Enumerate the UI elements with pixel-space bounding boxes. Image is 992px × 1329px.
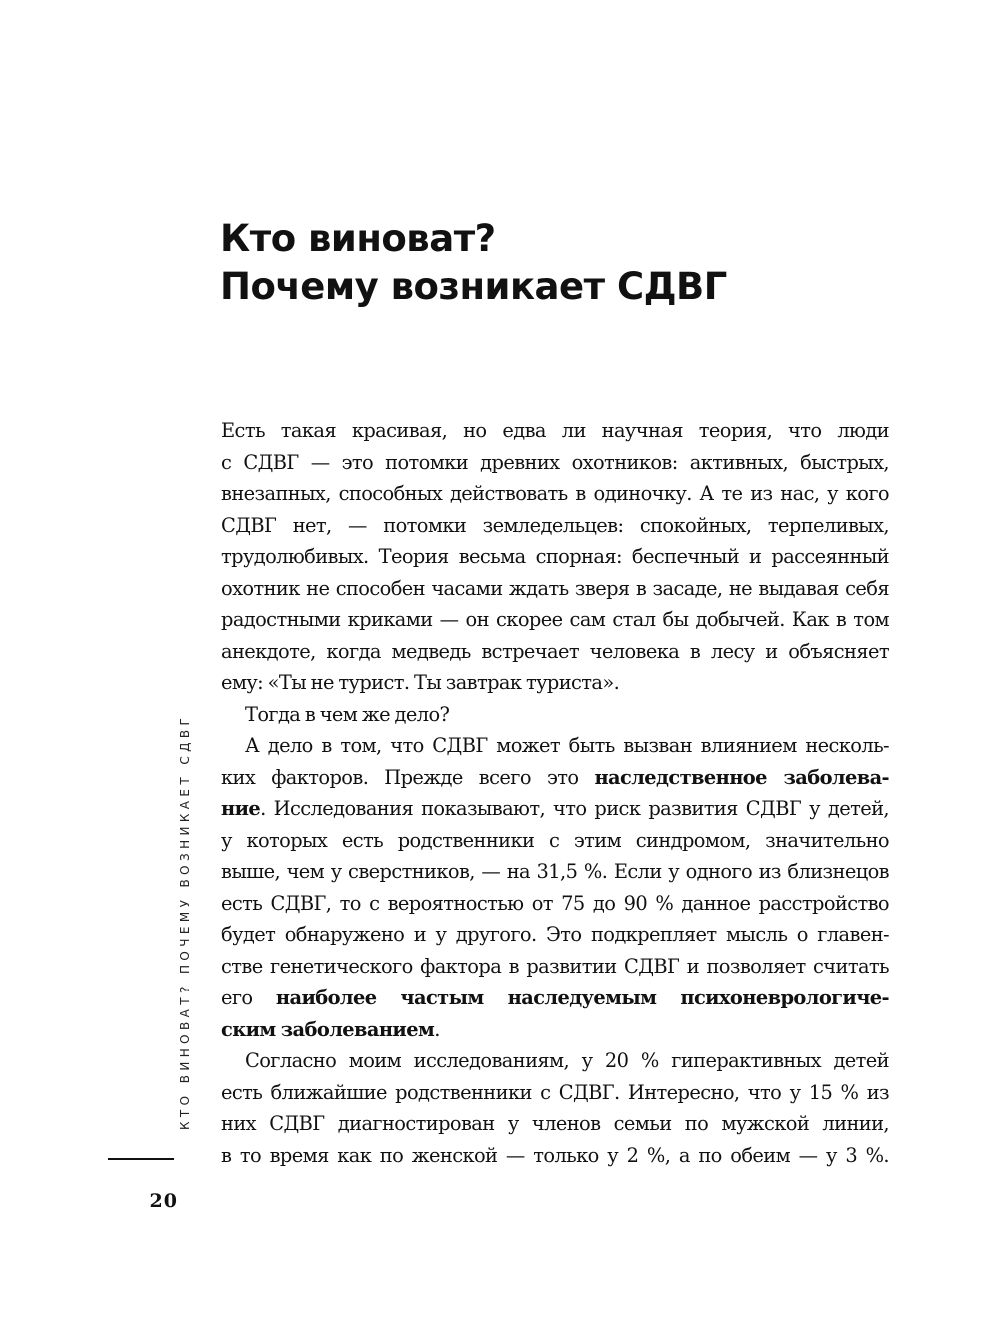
text-line: есть СДВГ, то с вероятностью от 75 до 90 % данное расстройство [221, 891, 889, 915]
text-line: есть ближайшие родственники с СДВГ. Интересно, что у 15 % из [221, 1080, 889, 1104]
text-line: А дело в том, что СДВГ может быть вызван влиянием несколь- [245, 734, 889, 757]
emphasis-text: наиболее частым наследуемым психоневрологиче- [275, 986, 889, 1009]
chapter-title-line-2: Почему возникает СДВГ [220, 265, 727, 308]
text-segment: . [434, 1017, 440, 1041]
text-line: анекдоте, когда медведь встречает человека в лесу и объясняет [221, 639, 889, 663]
text-line: Согласно моим исследованиям, у 20 % гиперактивных детей [245, 1049, 889, 1072]
text-line: них СДВГ диагностирован у членов семьи по мужской линии, [221, 1112, 889, 1135]
text-line [221, 1014, 889, 1046]
running-head: КТО ВИНОВАТ? ПОЧЕМУ ВОЗНИКАЕТ СДВГ [178, 713, 192, 1130]
text-line: ему: «Ты не турист. Ты завтрак туриста». [221, 671, 620, 694]
text-line: радостными криками — он скорее сам стал бы добычей. Как в том [221, 608, 889, 631]
emphasis-text: наследственное заболева- [594, 765, 889, 789]
text-line: трудолюбивых. Теория весьма спорная: беспечный и рассеянный [221, 545, 889, 568]
folio-rule [108, 1158, 174, 1160]
text-line: у которых есть родственники с этим синдромом, значительно [221, 828, 889, 852]
chapter-title [220, 215, 920, 311]
text-segment: его [221, 986, 276, 1009]
emphasis-text: ние [221, 797, 261, 820]
text-line: СДВГ нет, — потомки земледельцев: спокойных, терпеливых, [221, 513, 889, 537]
chapter-title-line-1: Кто виноват? [220, 217, 496, 260]
text-line: Есть такая красивая, но едва ли научная теория, что люди [221, 419, 889, 442]
emphasis-text: ским заболеванием [221, 1017, 435, 1041]
text-line: будет обнаружено и у другого. Это подкрепляет мысль о главен- [221, 923, 889, 946]
text-line: с СДВГ — это потомки древних охотников: активных, быстрых, [221, 450, 889, 474]
text-line [221, 793, 889, 825]
page-number: 20 [149, 1190, 178, 1212]
text-line: охотник не способен часами ждать зверя в засаде, не выдавая себя [221, 576, 889, 600]
text-line [221, 982, 889, 1014]
text-line: Тогда в чем же дело? [245, 702, 450, 726]
body-text [221, 415, 889, 1171]
text-line: стве генетического фактора в развитии СДВГ и позволяет считать [221, 954, 889, 978]
text-line: выше, чем у сверстников, — на 31,5 %. Если у одного из близнецов [221, 860, 889, 883]
text-segment: ких факторов. Прежде всего это [221, 765, 595, 789]
text-line: внезапных, способных действовать в одиночку. А те из нас, у кого [221, 482, 889, 505]
text-line: в то время как по женской — только у 2 %, а по обеим — у 3 %. [221, 1143, 889, 1167]
text-segment: . Исследования показывают, что риск развития СДВГ у детей, [260, 797, 889, 820]
text-line [221, 762, 889, 794]
